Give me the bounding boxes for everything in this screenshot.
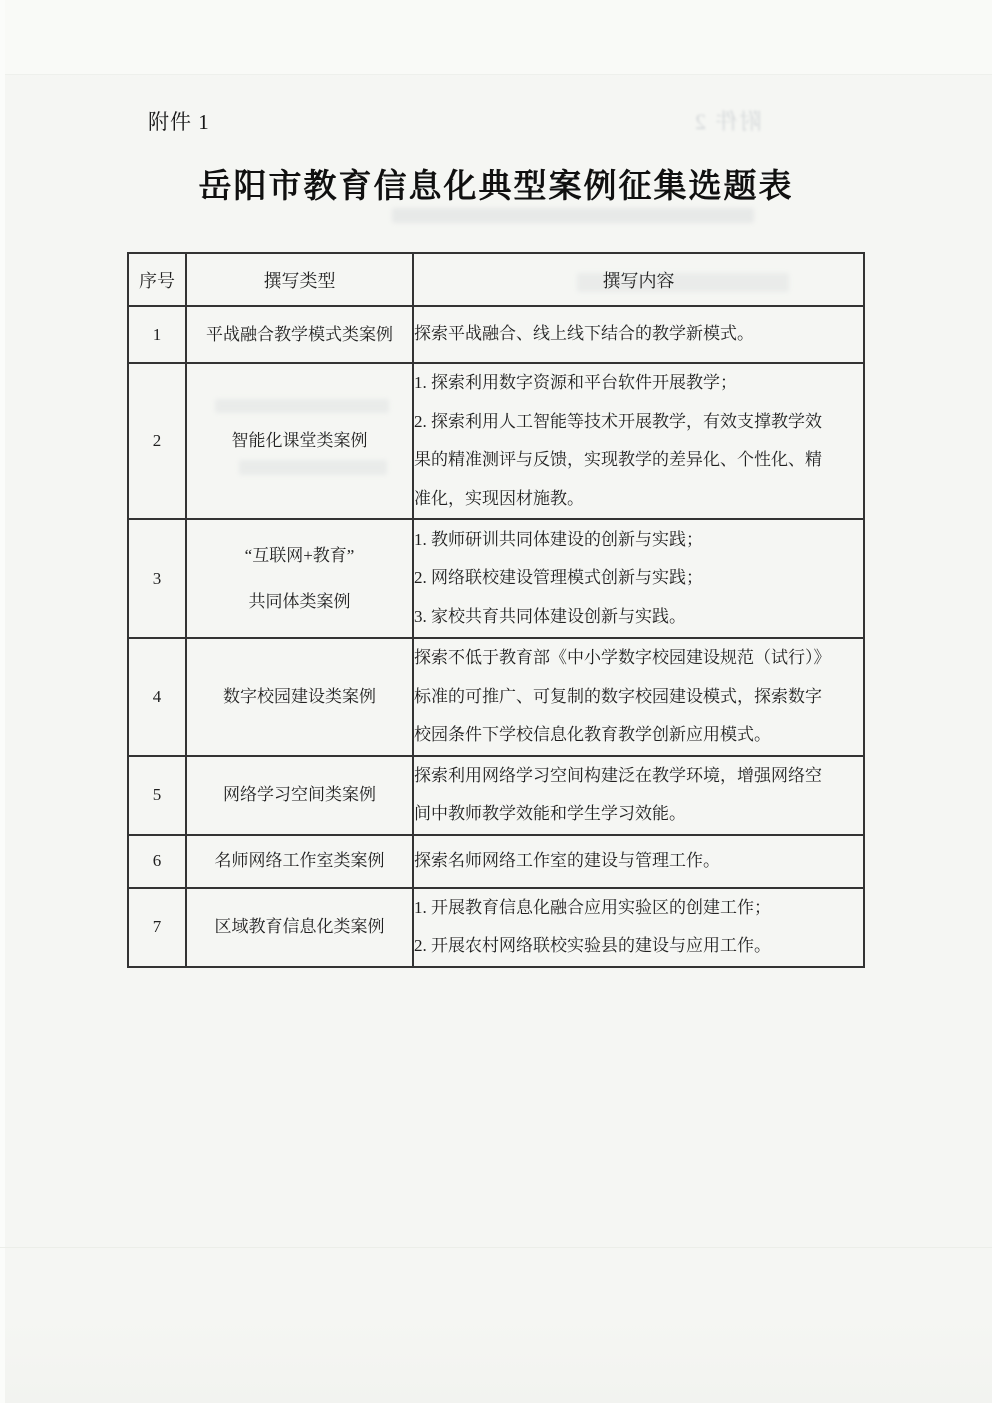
scan-artifact-line [0, 1247, 992, 1248]
row-content-cell [413, 306, 864, 363]
type-line: 数字校园建设类案例 [223, 686, 376, 706]
content-line: 间中教师教学效能和学生学习效能。 [414, 804, 686, 823]
scan-top-band [0, 0, 992, 75]
column-header-content: 撰写内容 [413, 253, 864, 306]
row-index-cell: 4 [128, 638, 186, 756]
row-index-cell: 3 [128, 519, 186, 638]
table-row [128, 888, 864, 967]
row-type-cell [186, 519, 413, 638]
row-type-cell [186, 306, 413, 363]
content-line: 果的精准测评与反馈，实现教学的差异化、个性化、精 [414, 450, 822, 469]
type-line: 网络学习空间类案例 [223, 785, 376, 804]
scan-left-edge [0, 0, 5, 1403]
table-row [128, 363, 864, 519]
bleed-through-attachment2: 附件 2 [693, 109, 762, 134]
table-row [128, 756, 864, 835]
content-line: 探索平战融合、线上线下结合的教学新模式。 [414, 324, 754, 344]
table-header-row [128, 253, 864, 306]
row-index-cell: 5 [128, 756, 186, 835]
row-content-cell [413, 638, 864, 756]
content-line: 2. 网络联校建设管理模式创新与实践； [414, 568, 703, 588]
attachment-label: 附件 1 [148, 110, 210, 134]
row-type-cell [186, 363, 413, 519]
table-row [128, 519, 864, 638]
content-line: 1. 探索利用数字资源和平台软件开展教学； [414, 373, 737, 392]
content-line: 1. 教师研训共同体建设的创新与实践； [414, 529, 703, 549]
table-row [128, 306, 864, 363]
content-line: 2. 探索利用人工智能等技术开展教学，有效支撑教学效 [414, 411, 822, 431]
row-index-cell: 7 [128, 888, 186, 967]
bleed-through-mark [392, 208, 754, 223]
topic-table [127, 252, 865, 968]
row-type-cell [186, 756, 413, 835]
content-line: 探索不低于教育部《中小学数字校园建设规范（试行）》 [414, 648, 831, 667]
row-index-cell: 2 [128, 363, 186, 519]
table-row [128, 835, 864, 888]
row-index-cell: 1 [128, 306, 186, 363]
table-row [128, 638, 864, 756]
content-line: 3. 家校共育共同体建设创新与实践。 [414, 606, 686, 626]
page-title: 岳阳市教育信息化典型案例征集选题表 [198, 169, 794, 205]
column-header-index: 序号 [128, 253, 186, 306]
content-line: 标准的可推广、可复制的数字校园建设模式，探索数字 [414, 686, 822, 706]
row-type-cell [186, 638, 413, 756]
topic-table-body [128, 306, 864, 967]
type-line: 智能化课堂类案例 [231, 431, 368, 450]
type-line: 区域教育信息化类案例 [214, 917, 385, 936]
row-index-cell: 6 [128, 835, 186, 888]
type-line: 共同体类案例 [248, 591, 351, 611]
column-header-type: 撰写类型 [186, 253, 413, 306]
row-content-cell [413, 888, 864, 967]
content-line: 校园条件下学校信息化教育教学创新应用模式。 [414, 725, 771, 744]
content-line: 探索名师网络工作室的建设与管理工作。 [414, 850, 720, 870]
row-content-cell [413, 363, 864, 519]
content-line: 准化，实现因材施教。 [414, 488, 584, 508]
content-line: 探索利用网络学习空间构建泛在教学环境，增强网络空 [414, 765, 822, 785]
row-type-cell [186, 888, 413, 967]
type-line: 平战融合教学模式类案例 [206, 324, 393, 344]
row-content-cell [413, 519, 864, 638]
row-content-cell [413, 756, 864, 835]
content-line: 1. 开展教育信息化融合应用实验区的创建工作； [414, 897, 771, 917]
row-type-cell [186, 835, 413, 888]
type-line: “互联网+教育” [244, 545, 355, 565]
content-line: 2. 开展农村网络联校实验县的建设与应用工作。 [414, 936, 771, 955]
type-line: 名师网络工作室类案例 [214, 851, 385, 870]
row-content-cell [413, 835, 864, 888]
